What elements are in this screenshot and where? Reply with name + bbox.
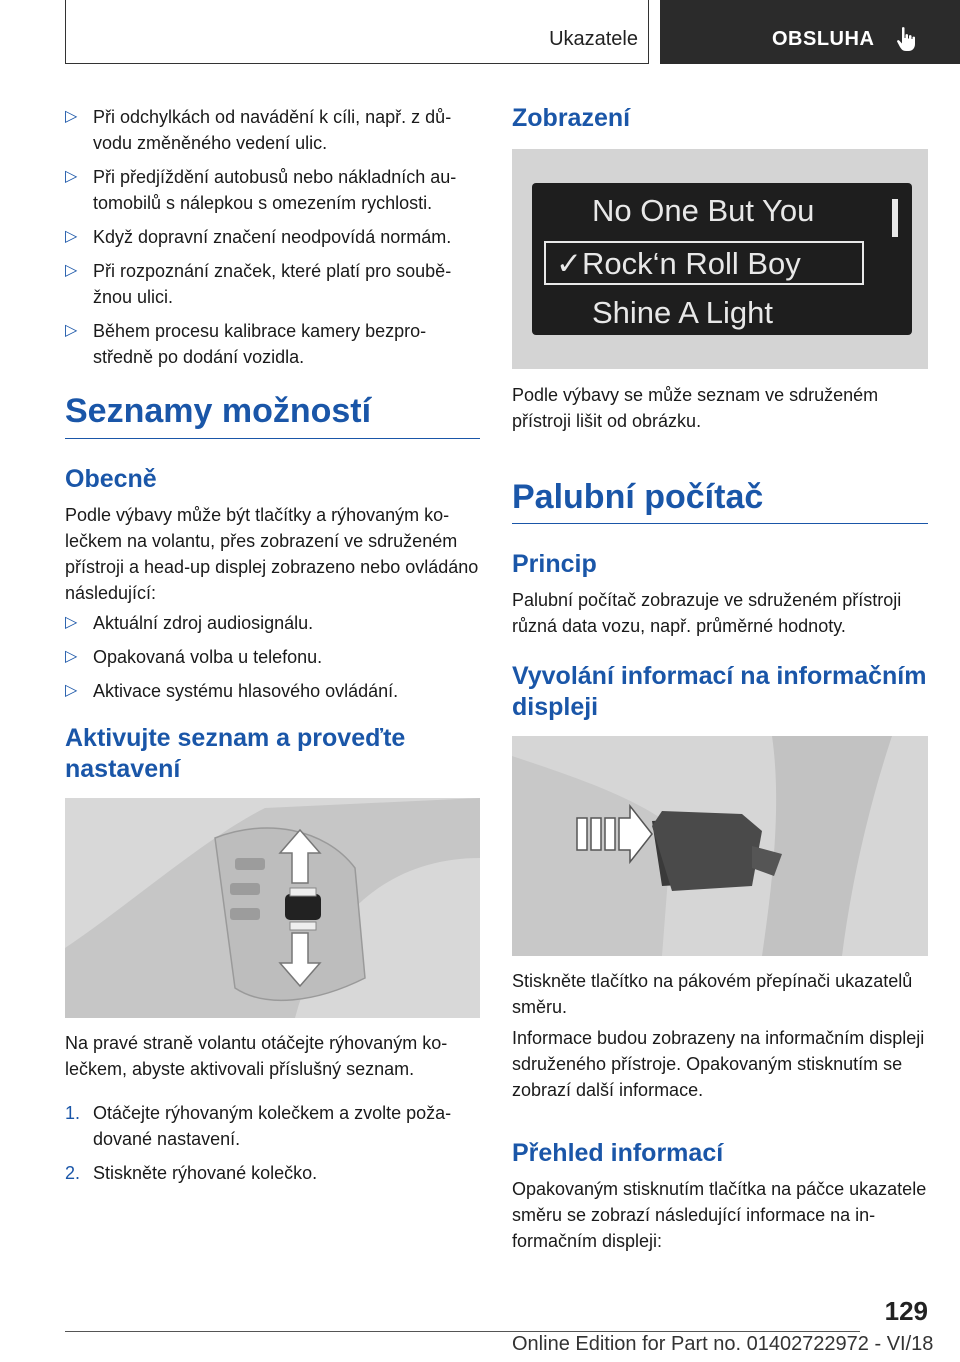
footer-rule [65, 1331, 860, 1332]
heading-principle: Princip [512, 550, 597, 578]
display-screen [532, 183, 912, 335]
section-title: Ukazatele [549, 28, 638, 50]
display-list-item-selected: ✓Rock‘n Roll Boy [544, 241, 864, 285]
triangle-bullet-icon: ▷ [65, 322, 78, 339]
hand-pointer-icon [896, 26, 918, 52]
bullet-list-general [65, 610, 480, 712]
edition-footer: Online Edition for Part no. 01402722972 - VI/18 [512, 1333, 934, 1355]
list-item: ▷ Při rozpoznání značek, které platí pro souběžnou ulici. [65, 258, 480, 310]
triangle-bullet-icon: ▷ [65, 614, 78, 631]
display-illustration [512, 149, 928, 369]
lever-drawing [512, 736, 928, 956]
triangle-bullet-icon: ▷ [65, 168, 78, 185]
steps-list [65, 1100, 480, 1194]
heading-activate-list: Aktivujte seznam a proveďte nastavení [65, 724, 406, 783]
steering-wheel-illustration [65, 798, 480, 1018]
display-list-item: Shine A Light [592, 295, 773, 330]
triangle-bullet-icon: ▷ [65, 682, 78, 699]
paragraph-call-2: Informace budou zobrazeny na informačním displeji sdruženého přístroje. Opakovaným stisknutím se zobrazí další informace. [512, 1028, 925, 1100]
heading-options-lists: Seznamy možností [65, 392, 372, 430]
list-item: ▷ Při předjíždění autobusů nebo nákladních automobilů s nálepkou s omezením rychlosti. [65, 164, 480, 216]
triangle-bullet-icon: ▷ [65, 648, 78, 665]
list-item: ▷ Během procesu kalibrace kamery bezprostředně po dodání vozidla. [65, 318, 480, 370]
heading-call-info: Vyvolání informací na informačním displeji [512, 662, 927, 721]
list-item: 2. Stiskněte rýhované kolečko. [65, 1163, 318, 1183]
heading-rule [65, 438, 480, 439]
display-scrollbar [892, 199, 898, 237]
list-item: ▷ Aktivace systému hlasového ovládání. [65, 678, 480, 704]
paragraph-overview: Opakovaným stisknutím tlačítka na páčce ukazatele směru se zobrazí následující informace na informačním displeji: [512, 1179, 927, 1251]
lever-illustration [512, 736, 928, 956]
list-item: ▷ Když dopravní značení neodpovídá normám. [65, 224, 480, 250]
heading-overview: Přehled informací [512, 1139, 724, 1167]
paragraph-general: Podle výbavy může být tlačítky a rýhovaným kolečkem na volantu, přes zobrazení ve sdruženém přístroji a head-up displej zobrazeno nebo ovládáno následující: [65, 505, 479, 603]
heading-onboard-computer: Palubní počítač [512, 478, 764, 516]
heading-display: Zobrazení [512, 104, 631, 132]
display-list-item: No One But You [592, 193, 815, 228]
heading-rule [512, 523, 928, 524]
page-number: 129 [884, 1296, 928, 1326]
paragraph-call-1: Stiskněte tlačítko na pákovém přepínači ukazatelů směru. [512, 971, 913, 1017]
running-header [65, 0, 649, 64]
bullet-list-top [65, 104, 480, 378]
chapter-tab-label: OBSLUHA [772, 28, 875, 50]
steering-wheel-drawing [65, 798, 480, 1018]
triangle-bullet-icon: ▷ [65, 262, 78, 279]
list-item: ▷ Při odchylkách od navádění k cíli, např. z důvodu změněného vedení ulic. [65, 104, 480, 156]
paragraph-principle: Palubní počítač zobrazuje ve sdruženém přístroji různá data vozu, např. průměrné hodnoty. [512, 590, 902, 636]
triangle-bullet-icon: ▷ [65, 108, 78, 125]
triangle-bullet-icon: ▷ [65, 228, 78, 245]
chapter-tab [660, 0, 960, 64]
heading-general: Obecně [65, 465, 157, 493]
list-item: 1. Otáčejte rýhovaným kolečkem a zvolte požadované nastavení. [65, 1103, 452, 1149]
list-item: ▷ Opakovaná volba u telefonu. [65, 644, 480, 670]
list-item: ▷ Aktuální zdroj audiosignálu. [65, 610, 480, 636]
paragraph-wheel: Na pravé straně volantu otáčejte rýhovaným kolečkem, abyste aktivovali příslušný seznam. [65, 1033, 448, 1079]
paragraph-display: Podle výbavy se může seznam ve sdruženém přístroji lišit od obrázku. [512, 385, 879, 431]
